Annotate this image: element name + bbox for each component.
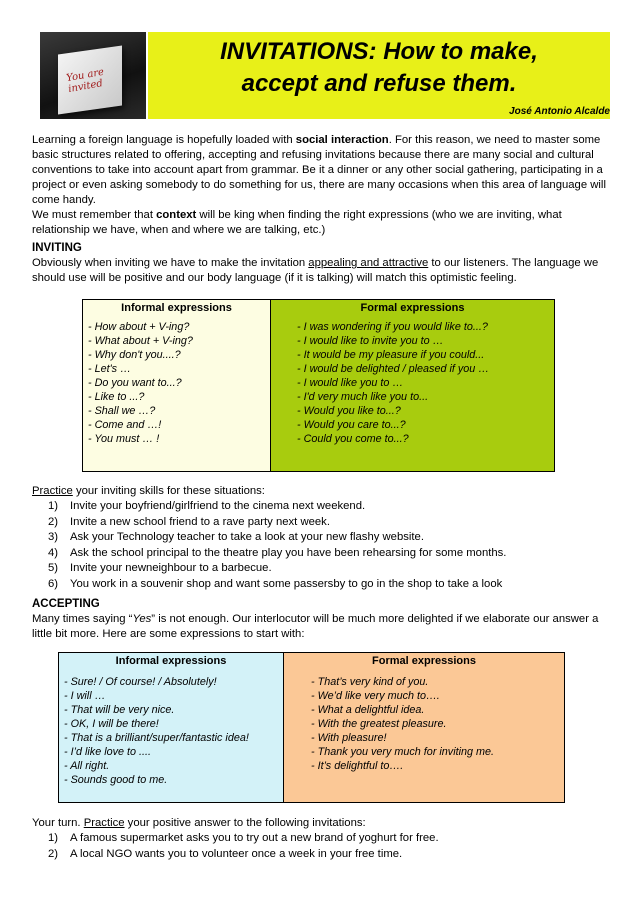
accepting-paragraph <box>32 612 612 642</box>
list-item: - What about + V-ing? <box>88 335 193 347</box>
list-item: - It’s delightful to…. <box>311 760 404 772</box>
list-item: - We’d like very much to…. <box>311 690 440 702</box>
accepting-text: ” is not enough. Our interlocutor will be much more delighted if we elaborate our answer a little bit more. Here are some expressions to start with: <box>32 613 599 640</box>
list-item: 6) You work in a souvenir shop and want some passersby to go in the shop to take a look <box>48 577 503 590</box>
accepting-formal-list <box>311 675 494 773</box>
list-item: - I was wondering if you would like to...? <box>297 321 488 333</box>
invitations-list <box>48 831 439 862</box>
list-item: - With the greatest pleasure. <box>311 718 447 730</box>
list-item: 2) Invite a new school friend to a rave party next week. <box>48 515 330 528</box>
inviting-text: to our listeners. The language we should use will be positive and our body language (if it is talking) will match this optimistic feeling. <box>32 257 599 284</box>
list-item: - All right. <box>64 760 110 772</box>
practice-intro <box>32 484 265 499</box>
card-caption: You are invited <box>65 66 105 96</box>
list-item: 3) Ask your Technology teacher to take a look at your new flashy website. <box>48 531 424 543</box>
inviting-formal-list <box>297 320 489 446</box>
list-item: - I'd very much like you to... <box>297 391 429 403</box>
list-item: - Sounds good to me. <box>64 774 168 786</box>
list-item: - Would you care to...? <box>297 419 406 431</box>
list-item: - I’d like love to .... <box>64 746 152 758</box>
list-item: - That is a brilliant/super/fantastic idea! <box>64 732 249 744</box>
accepting-expressions-table <box>58 652 565 803</box>
list-item: - Thank you very much for inviting me. <box>311 746 495 758</box>
accepting-heading: ACCEPTING <box>32 598 100 610</box>
list-item: - You must … ! <box>88 433 160 445</box>
intro-bold: social interaction <box>295 134 389 146</box>
intro-text: We must remember that <box>32 209 157 221</box>
list-item: - That will be very nice. <box>64 704 175 716</box>
list-item: - Let's … <box>88 363 131 375</box>
author-name: José Antonio Alcalde <box>509 106 610 117</box>
list-item: 1) A famous supermarket asks you to try out a new brand of yoghurt for free. <box>48 832 439 844</box>
list-item: - Do you want to...? <box>88 377 182 389</box>
inviting-expressions-table <box>82 299 555 472</box>
your-turn-intro <box>32 816 366 831</box>
list-item: - OK, I will be there! <box>64 718 159 730</box>
inviting-informal-list <box>88 320 193 446</box>
list-item: - Why don't you....? <box>88 349 181 361</box>
practice-text: your inviting skills for these situations: <box>72 485 265 497</box>
list-item: 4) Ask the school principal to the theatre play you have been rehearsing for some months. <box>48 546 507 559</box>
inviting-heading: INVITING <box>32 242 82 254</box>
list-item: - Could you come to...? <box>297 433 409 445</box>
list-item: - I will … <box>64 690 106 702</box>
your-turn-text: Your turn. <box>32 817 84 829</box>
inviting-paragraph <box>32 256 622 286</box>
intro-text: Learning a foreign language is hopefully loaded with <box>32 134 296 146</box>
intro-text: will be king when finding the right expressions (who we are inviting, what relationship we have, when and where we are talking, etc.) <box>32 209 562 236</box>
list-item: - Shall we …? <box>88 405 156 417</box>
list-item: - I would be delighted / pleased if you … <box>297 363 490 375</box>
list-item: - What a delightful idea. <box>311 704 425 716</box>
list-item: 2) A local NGO wants you to volunteer once a week in your free time. <box>48 847 403 860</box>
list-item: - That’s very kind of you. <box>311 676 429 688</box>
accepting-italic: Yes <box>132 613 152 625</box>
list-item: - Come and …! <box>88 419 162 431</box>
your-turn-text: your positive answer to the following invitations: <box>124 817 366 829</box>
list-item: - With pleasure! <box>311 732 387 744</box>
list-item: - Like to ...? <box>88 391 145 403</box>
list-item: 5) Invite your newneighbour to a barbecue. <box>48 562 272 574</box>
header <box>40 32 610 122</box>
your-turn-underlined: Practice <box>83 817 125 829</box>
title-line-2: accept and refuse them. <box>241 70 517 97</box>
list-item: - I would like to invite you to … <box>297 335 444 347</box>
accepting-informal-list <box>64 675 249 787</box>
accepting-informal-header: Informal expressions <box>59 653 284 671</box>
list-item: 1) Invite your boyfriend/girlfriend to the cinema next weekend. <box>48 500 366 512</box>
inviting-text: Obviously when inviting we have to make the invitation <box>32 257 309 269</box>
inviting-underlined: appealing and attractive <box>308 257 429 269</box>
list-item: - I would like you to … <box>297 377 404 389</box>
intro-bold: context <box>156 209 197 221</box>
title-line-1: INVITATIONS: How to make, <box>220 38 538 65</box>
list-item: - How about + V-ing? <box>88 321 190 333</box>
inviting-informal-header: Informal expressions <box>83 300 271 318</box>
invitation-card-image <box>40 32 146 119</box>
inviting-formal-header: Formal expressions <box>271 300 554 318</box>
accepting-formal-header: Formal expressions <box>284 653 564 671</box>
situations-list <box>48 499 506 592</box>
page-title <box>148 36 610 100</box>
list-item: - It would be my pleasure if you could... <box>297 349 485 361</box>
list-item: - Sure! / Of course! / Absolutely! <box>64 676 217 688</box>
practice-underlined: Practice <box>32 485 73 497</box>
list-item: - Would you like to...? <box>297 405 401 417</box>
intro-paragraph <box>32 133 622 238</box>
accepting-text: Many times saying “ <box>32 613 133 625</box>
intro-text: . For this reason, we need to master some basic structures related to offering, accepting and refusing invitations because there are many social and cultural conventions to take into account apart from grammar. Be it a dinner or any other social gathering, participating in a project or even asking somebody to do something for us, there are many occasions when this area of language will come handy. <box>32 134 606 206</box>
